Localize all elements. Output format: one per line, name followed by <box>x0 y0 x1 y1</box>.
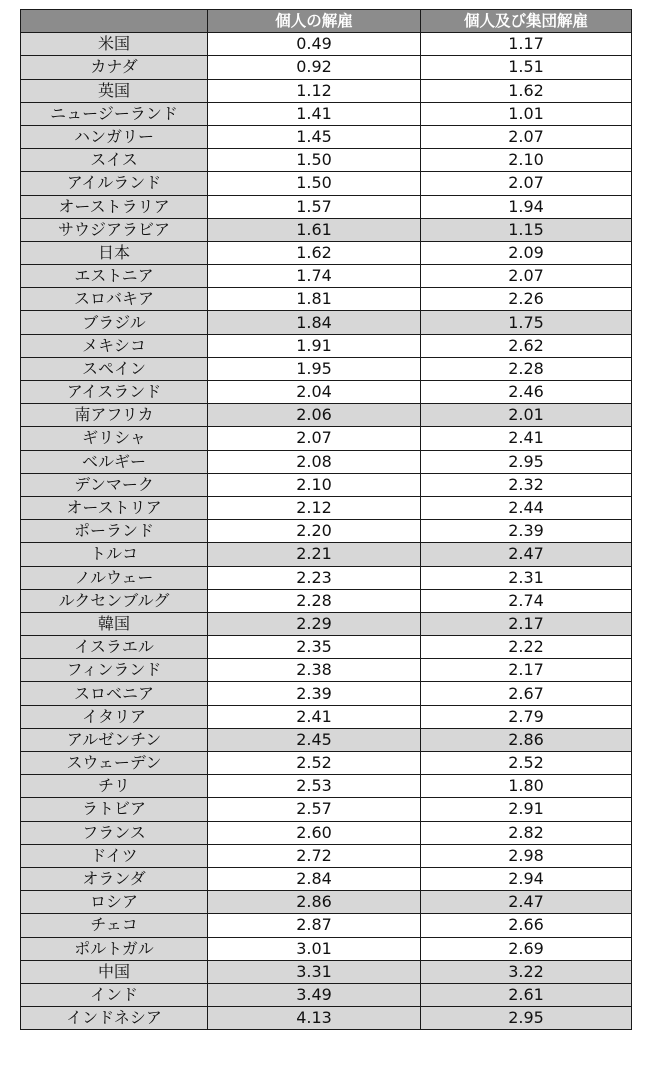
country-cell: スロベニア <box>21 682 208 705</box>
table-row <box>21 775 632 798</box>
table-row <box>21 427 632 450</box>
country-cell: ポーランド <box>21 520 208 543</box>
country-cell: ハンガリー <box>21 125 208 148</box>
country-cell: スイス <box>21 149 208 172</box>
table-row <box>21 589 632 612</box>
individual-dismissal-cell: 1.61 <box>208 218 421 241</box>
individual-dismissal-cell: 1.62 <box>208 241 421 264</box>
table-row <box>21 728 632 751</box>
country-cell: インド <box>21 983 208 1006</box>
individual-and-collective-dismissal-cell: 2.74 <box>421 589 632 612</box>
individual-dismissal-cell: 2.72 <box>208 844 421 867</box>
country-cell: インドネシア <box>21 1007 208 1030</box>
individual-dismissal-cell: 2.28 <box>208 589 421 612</box>
table-row <box>21 473 632 496</box>
table-row <box>21 404 632 427</box>
header-row <box>21 10 632 33</box>
country-cell: スペイン <box>21 357 208 380</box>
table-row <box>21 821 632 844</box>
individual-and-collective-dismissal-cell: 2.98 <box>421 844 632 867</box>
country-cell: カナダ <box>21 56 208 79</box>
individual-and-collective-dismissal-cell: 2.07 <box>421 265 632 288</box>
table-row <box>21 334 632 357</box>
individual-and-collective-dismissal-cell: 2.91 <box>421 798 632 821</box>
individual-and-collective-dismissal-cell: 2.47 <box>421 891 632 914</box>
dismissal-index-table <box>20 9 632 1030</box>
individual-dismissal-cell: 2.38 <box>208 659 421 682</box>
table-body <box>21 33 632 1030</box>
header-individual-dismissal: 個人の解雇 <box>208 10 421 33</box>
table-row <box>21 33 632 56</box>
country-cell: ルクセンブルグ <box>21 589 208 612</box>
table-row <box>21 798 632 821</box>
country-cell: 中国 <box>21 960 208 983</box>
table-row <box>21 1007 632 1030</box>
country-cell: エストニア <box>21 265 208 288</box>
country-cell: ベルギー <box>21 450 208 473</box>
individual-dismissal-cell: 2.39 <box>208 682 421 705</box>
table-row <box>21 102 632 125</box>
individual-and-collective-dismissal-cell: 2.44 <box>421 496 632 519</box>
table-header <box>21 10 632 33</box>
individual-dismissal-cell: 2.12 <box>208 496 421 519</box>
country-cell: サウジアラビア <box>21 218 208 241</box>
individual-and-collective-dismissal-cell: 2.07 <box>421 125 632 148</box>
individual-and-collective-dismissal-cell: 2.01 <box>421 404 632 427</box>
individual-and-collective-dismissal-cell: 1.01 <box>421 102 632 125</box>
individual-dismissal-cell: 1.45 <box>208 125 421 148</box>
table-row <box>21 983 632 1006</box>
individual-dismissal-cell: 2.21 <box>208 543 421 566</box>
table-row <box>21 844 632 867</box>
individual-and-collective-dismissal-cell: 2.10 <box>421 149 632 172</box>
individual-dismissal-cell: 2.35 <box>208 636 421 659</box>
table-row <box>21 149 632 172</box>
individual-and-collective-dismissal-cell: 2.52 <box>421 752 632 775</box>
table-row <box>21 937 632 960</box>
country-cell: ラトビア <box>21 798 208 821</box>
table-row <box>21 867 632 890</box>
individual-and-collective-dismissal-cell: 2.95 <box>421 450 632 473</box>
individual-dismissal-cell: 1.41 <box>208 102 421 125</box>
individual-and-collective-dismissal-cell: 1.62 <box>421 79 632 102</box>
individual-dismissal-cell: 2.45 <box>208 728 421 751</box>
country-cell: スウェーデン <box>21 752 208 775</box>
country-cell: ギリシャ <box>21 427 208 450</box>
individual-and-collective-dismissal-cell: 2.79 <box>421 705 632 728</box>
individual-and-collective-dismissal-cell: 2.39 <box>421 520 632 543</box>
individual-dismissal-cell: 1.84 <box>208 311 421 334</box>
table-row <box>21 496 632 519</box>
table-row <box>21 520 632 543</box>
country-cell: 日本 <box>21 241 208 264</box>
individual-and-collective-dismissal-cell: 2.86 <box>421 728 632 751</box>
header-individual-and-collective-dismissal: 個人及び集団解雇 <box>421 10 632 33</box>
country-cell: チェコ <box>21 914 208 937</box>
table-row <box>21 172 632 195</box>
table-row <box>21 311 632 334</box>
individual-and-collective-dismissal-cell: 2.61 <box>421 983 632 1006</box>
country-cell: スロバキア <box>21 288 208 311</box>
individual-dismissal-cell: 0.49 <box>208 33 421 56</box>
individual-and-collective-dismissal-cell: 2.67 <box>421 682 632 705</box>
individual-dismissal-cell: 2.20 <box>208 520 421 543</box>
individual-dismissal-cell: 1.91 <box>208 334 421 357</box>
individual-dismissal-cell: 1.50 <box>208 149 421 172</box>
table-row <box>21 357 632 380</box>
country-cell: アルゼンチン <box>21 728 208 751</box>
country-cell: ノルウェー <box>21 566 208 589</box>
country-cell: オランダ <box>21 867 208 890</box>
country-cell: イタリア <box>21 705 208 728</box>
table-row <box>21 612 632 635</box>
individual-dismissal-cell: 2.52 <box>208 752 421 775</box>
country-cell: フィンランド <box>21 659 208 682</box>
table-row <box>21 960 632 983</box>
table-row <box>21 195 632 218</box>
individual-and-collective-dismissal-cell: 2.47 <box>421 543 632 566</box>
individual-and-collective-dismissal-cell: 2.28 <box>421 357 632 380</box>
individual-and-collective-dismissal-cell: 2.94 <box>421 867 632 890</box>
country-cell: ドイツ <box>21 844 208 867</box>
individual-dismissal-cell: 2.53 <box>208 775 421 798</box>
individual-dismissal-cell: 1.74 <box>208 265 421 288</box>
country-cell: チリ <box>21 775 208 798</box>
individual-and-collective-dismissal-cell: 2.17 <box>421 659 632 682</box>
individual-dismissal-cell: 2.84 <box>208 867 421 890</box>
country-cell: 南アフリカ <box>21 404 208 427</box>
table-row <box>21 79 632 102</box>
individual-dismissal-cell: 2.87 <box>208 914 421 937</box>
table-row <box>21 752 632 775</box>
individual-and-collective-dismissal-cell: 2.66 <box>421 914 632 937</box>
individual-and-collective-dismissal-cell: 2.09 <box>421 241 632 264</box>
country-cell: オーストラリア <box>21 195 208 218</box>
individual-dismissal-cell: 3.49 <box>208 983 421 1006</box>
country-cell: ニュージーランド <box>21 102 208 125</box>
individual-dismissal-cell: 1.57 <box>208 195 421 218</box>
individual-and-collective-dismissal-cell: 1.80 <box>421 775 632 798</box>
table-row <box>21 125 632 148</box>
country-cell: ブラジル <box>21 311 208 334</box>
individual-dismissal-cell: 4.13 <box>208 1007 421 1030</box>
table-row <box>21 891 632 914</box>
individual-and-collective-dismissal-cell: 2.46 <box>421 381 632 404</box>
table-row <box>21 265 632 288</box>
individual-and-collective-dismissal-cell: 2.32 <box>421 473 632 496</box>
individual-dismissal-cell: 2.04 <box>208 381 421 404</box>
individual-dismissal-cell: 3.31 <box>208 960 421 983</box>
country-cell: アイルランド <box>21 172 208 195</box>
table-row <box>21 659 632 682</box>
table-row <box>21 705 632 728</box>
individual-and-collective-dismissal-cell: 3.22 <box>421 960 632 983</box>
country-cell: 米国 <box>21 33 208 56</box>
individual-dismissal-cell: 3.01 <box>208 937 421 960</box>
individual-dismissal-cell: 2.60 <box>208 821 421 844</box>
individual-and-collective-dismissal-cell: 1.15 <box>421 218 632 241</box>
table-row <box>21 682 632 705</box>
individual-dismissal-cell: 2.29 <box>208 612 421 635</box>
individual-and-collective-dismissal-cell: 1.94 <box>421 195 632 218</box>
individual-dismissal-cell: 2.06 <box>208 404 421 427</box>
individual-dismissal-cell: 2.07 <box>208 427 421 450</box>
country-cell: ロシア <box>21 891 208 914</box>
individual-and-collective-dismissal-cell: 2.41 <box>421 427 632 450</box>
country-cell: 韓国 <box>21 612 208 635</box>
country-cell: オーストリア <box>21 496 208 519</box>
individual-and-collective-dismissal-cell: 1.75 <box>421 311 632 334</box>
country-cell: トルコ <box>21 543 208 566</box>
individual-dismissal-cell: 1.81 <box>208 288 421 311</box>
individual-and-collective-dismissal-cell: 2.26 <box>421 288 632 311</box>
country-cell: デンマーク <box>21 473 208 496</box>
individual-and-collective-dismissal-cell: 2.95 <box>421 1007 632 1030</box>
individual-and-collective-dismissal-cell: 1.17 <box>421 33 632 56</box>
table-row <box>21 636 632 659</box>
table-row <box>21 56 632 79</box>
header-country <box>21 10 208 33</box>
table-row <box>21 381 632 404</box>
country-cell: 英国 <box>21 79 208 102</box>
individual-dismissal-cell: 0.92 <box>208 56 421 79</box>
table-row <box>21 450 632 473</box>
individual-dismissal-cell: 2.41 <box>208 705 421 728</box>
individual-dismissal-cell: 1.50 <box>208 172 421 195</box>
individual-and-collective-dismissal-cell: 2.69 <box>421 937 632 960</box>
country-cell: イスラエル <box>21 636 208 659</box>
individual-and-collective-dismissal-cell: 2.07 <box>421 172 632 195</box>
individual-and-collective-dismissal-cell: 2.22 <box>421 636 632 659</box>
individual-dismissal-cell: 2.57 <box>208 798 421 821</box>
table-row <box>21 566 632 589</box>
individual-and-collective-dismissal-cell: 2.82 <box>421 821 632 844</box>
country-cell: アイスランド <box>21 381 208 404</box>
individual-dismissal-cell: 2.08 <box>208 450 421 473</box>
individual-and-collective-dismissal-cell: 2.17 <box>421 612 632 635</box>
individual-dismissal-cell: 2.23 <box>208 566 421 589</box>
individual-and-collective-dismissal-cell: 2.62 <box>421 334 632 357</box>
table-row <box>21 218 632 241</box>
individual-dismissal-cell: 1.95 <box>208 357 421 380</box>
country-cell: フランス <box>21 821 208 844</box>
country-cell: ポルトガル <box>21 937 208 960</box>
table-row <box>21 543 632 566</box>
individual-dismissal-cell: 1.12 <box>208 79 421 102</box>
table-row <box>21 241 632 264</box>
individual-dismissal-cell: 2.86 <box>208 891 421 914</box>
individual-dismissal-cell: 2.10 <box>208 473 421 496</box>
individual-and-collective-dismissal-cell: 2.31 <box>421 566 632 589</box>
individual-and-collective-dismissal-cell: 1.51 <box>421 56 632 79</box>
table-row <box>21 288 632 311</box>
country-cell: メキシコ <box>21 334 208 357</box>
table-row <box>21 914 632 937</box>
